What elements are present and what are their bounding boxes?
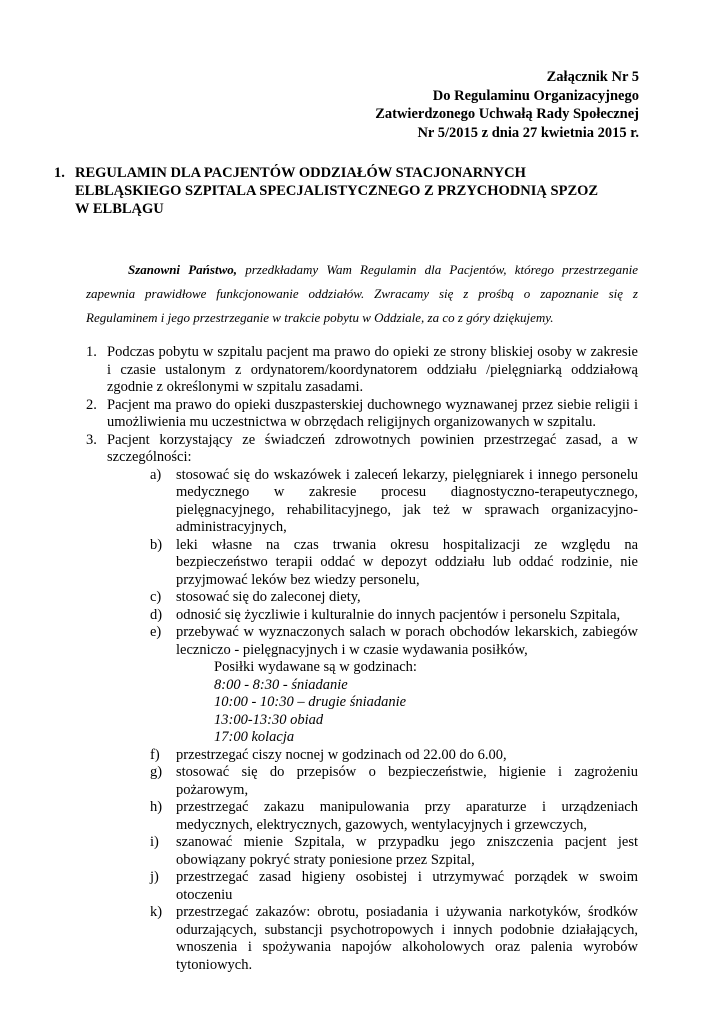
sub-item-letter: g)	[150, 764, 163, 780]
title-line-3: W ELBLĄGU	[75, 201, 164, 217]
sub-item-text: stosować się do przepisów o bezpieczeństwie, higienie i zagrożeniu pożarowym,	[176, 764, 638, 798]
item-number: 1.	[86, 344, 97, 360]
sub-item-text: przestrzegać zakazów: obrotu, posiadania i używania narkotyków, środków odurzających, substancji psychotropowych i innych podobnie działających, wnoszenia i spożywania napojów alkoholowych oraz palenia wyrobów tytoniowych.	[176, 904, 638, 973]
sub-item-text: przestrzegać zasad higieny osobistej i utrzymywać porządek w swoim otoczeniu	[176, 869, 638, 903]
sub-item-text: odnosić się życzliwie i kulturalnie do innych pacjentów i personelu Szpitala,	[176, 606, 621, 623]
sub-item	[150, 869, 638, 904]
item-text: Pacjent korzystający ze świadczeń zdrowotnych powinien przestrzegać zasad, a w szczególności:	[107, 431, 638, 465]
sub-item-letter: c)	[150, 589, 162, 605]
sub-item-text: przestrzegać zakazu manipulowania przy aparaturze i urządzeniach medycznych, elektrycznych, gazowych, wentylacyjnych i grzewczych,	[176, 799, 638, 833]
intro-paragraph	[86, 258, 638, 330]
list-item	[86, 397, 638, 432]
sub-item-text: leki własne na czas trwania okresu hospitalizacji ze względu na bezpieczeństwo terapii oddać w depozyt oddziału lub oddać rodzinie, nie przyjmować leków bez wiedzy personelu,	[176, 536, 638, 588]
sub-item	[150, 537, 638, 590]
meal-lunch: 13:00-13:30 obiad	[214, 711, 324, 728]
item-text: Pacjent ma prawo do opieki duszpasterskiej duchownego wyznawanej przez siebie religii i umożliwienia mu uczestnictwa w obrzędach religijnych organizowanych w szpitalu.	[107, 396, 638, 430]
meal-second-breakfast: 10:00 - 10:30 – drugie śniadanie	[214, 694, 407, 710]
sub-item	[150, 834, 638, 869]
sub-item-letter: b)	[150, 536, 163, 553]
sub-item-text: szanować mienie Szpitala, w przypadku jego zniszczenia pacjent jest obowiązany pokryć straty poniesione przez Szpital,	[176, 834, 638, 868]
title-number: 1.	[54, 165, 65, 181]
sub-item	[150, 607, 638, 625]
sub-item-text: przebywać w wyznaczonych salach w porach obchodów lekarskich, zabiegów leczniczo - pielęgnacyjnych i w czasie wydawania posiłków,	[176, 624, 638, 658]
header-line-4: Nr 5/2015 z dnia 27 kwietnia 2015 r.	[417, 124, 639, 141]
item-number: 3.	[86, 431, 97, 448]
sub-item-letter: e)	[150, 624, 162, 640]
sub-item-text: stosować się do zaleconej diety,	[176, 589, 361, 605]
sub-item	[150, 467, 638, 537]
sub-item	[150, 904, 638, 974]
list-item	[86, 432, 638, 467]
sub-item-text: przestrzegać ciszy nocnej w godzinach od 22.00 do 6.00,	[176, 746, 507, 763]
sub-item-letter: k)	[150, 904, 163, 920]
intro-text: przedkładamy Wam Regulamin dla Pacjentów, którego przestrzeganie zapewnia prawidłowe funkcjonowanie oddziałów. Zwracamy się z prośbą o zapoznanie się z Regulaminem i jego przestrzeganie w trakcie pobytu w Oddziale, za co z góry dziękujemy.	[86, 262, 639, 325]
intro-salutation: Szanowni Państwo,	[128, 262, 237, 277]
rules-list	[86, 344, 638, 974]
header-line-2: Do Regulaminu Organizacyjnego	[432, 87, 639, 104]
sub-item-letter: i)	[150, 834, 159, 850]
header-line-1: Załącznik Nr 5	[546, 69, 639, 85]
sub-item	[150, 747, 638, 765]
item-text: Podczas pobytu w szpitalu pacjent ma prawo do opieki ze strony bliskiej osoby w zakresie i czasie ustalonym z ordynatorem/koordynatorem oddziału /pielęgniarką oddziałową zgodnie z określonymi w szpitalu zasadami.	[107, 344, 638, 395]
sub-item-text: stosować się do wskazówek i zaleceń lekarzy, pielęgniarek i innego personelu medycznego w zakresie procesu diagnostyczno-terapeutycznego, pielęgnacyjnego, rehabilitacyjnego, jak też w sprawach organizacyjno-administracyjnych,	[176, 466, 638, 535]
header-line-3: Zatwierdzonego Uchwałą Rady Społecznej	[375, 106, 639, 122]
list-item	[86, 344, 638, 397]
sub-item	[150, 764, 638, 799]
title-text	[75, 164, 598, 218]
sub-item-letter: d)	[150, 606, 163, 623]
sub-item-letter: a)	[150, 466, 162, 483]
sub-item-letter: h)	[150, 799, 163, 815]
item-number: 2.	[86, 396, 97, 413]
title-line-2: ELBLĄSKIEGO SZPITALA SPECJALISTYCZNEGO Z PRZYCHODNIĄ SPZOZ	[75, 183, 599, 199]
title-line-1: REGULAMIN DLA PACJENTÓW ODDZIAŁÓW STACJONARNYCH	[75, 165, 526, 181]
sub-item-letter: j)	[150, 869, 159, 885]
sub-item	[150, 589, 638, 607]
meal-schedule	[214, 659, 638, 747]
meal-schedule-heading: Posiłki wydawane są w godzinach:	[214, 659, 417, 675]
attachment-header	[375, 68, 639, 142]
sub-item	[150, 624, 638, 747]
sub-item	[150, 799, 638, 834]
meal-breakfast: 8:00 - 8:30 - śniadanie	[214, 676, 348, 693]
sub-item-letter: f)	[150, 746, 160, 763]
meal-dinner: 17:00 kolacja	[214, 729, 295, 745]
